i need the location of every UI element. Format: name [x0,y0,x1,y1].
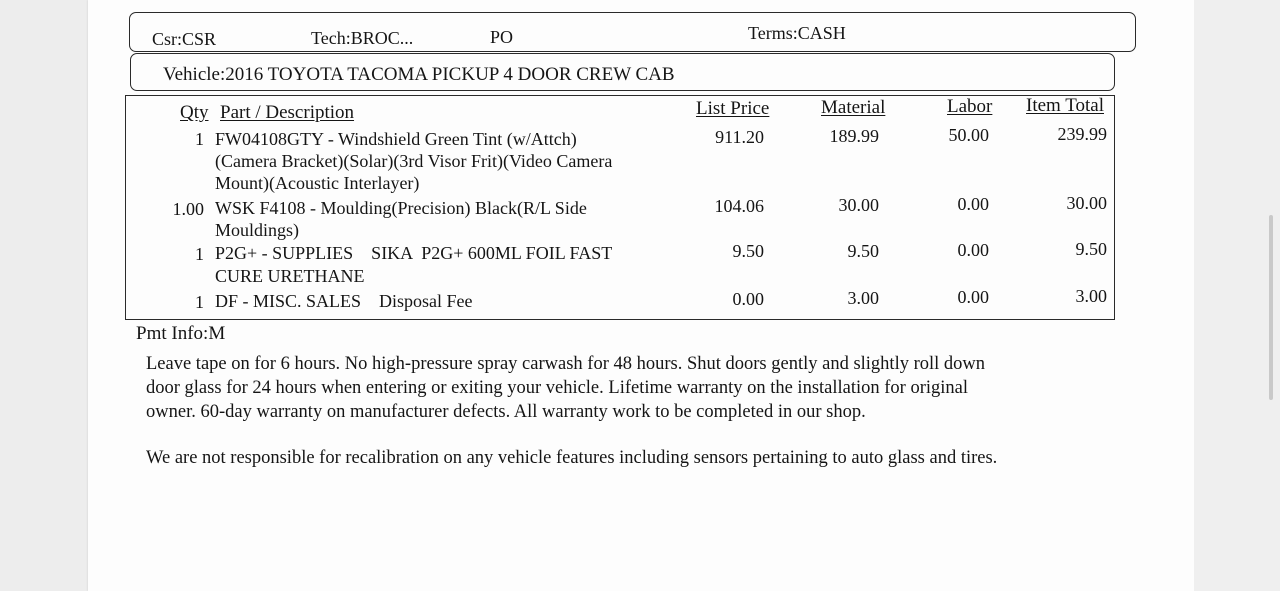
terms-value: CASH [797,23,846,43]
row-labor: 0.00 [957,240,989,260]
row-item-total: 9.50 [1075,239,1107,259]
col-labor-header: Labor [947,96,993,117]
row-desc-line: Mouldings) [215,220,300,240]
row-desc-line: P2G+ - SUPPLIES SIKA P2G+ 600ML FOIL FAST [215,243,613,263]
po-label: PO [490,27,514,47]
row-list-price: 9.50 [732,241,764,261]
col-list-price-header: List Price [696,98,770,119]
terms-field [748,22,846,44]
row-qty: 1 [195,129,204,149]
row-material: 30.00 [838,195,879,215]
vehicle-field [163,64,675,86]
row-material: 189.99 [829,126,879,146]
row-item-total: 3.00 [1075,286,1107,306]
row-labor: 0.00 [957,194,989,214]
csr-value: CSR [182,29,217,49]
row-desc-line: CURE URETHANE [215,266,365,286]
vehicle-label: Vehicle: [163,64,226,85]
csr-label: Csr: [152,29,183,49]
row-item-total: 239.99 [1057,124,1107,144]
tech-value: BROC... [350,28,414,48]
note-line: Leave tape on for 6 hours. No high-pressure spray carwash for 48 hours. Shut doors gently and slightly roll down [146,354,986,374]
viewer-background [1194,0,1280,591]
row-qty: 1.00 [172,199,204,219]
vehicle-value: 2016 TOYOTA TACOMA PICKUP 4 DOOR CREW CAB [225,64,675,85]
header-box [129,12,1136,52]
row-desc-line: DF - MISC. SALES Disposal Fee [215,291,473,311]
row-qty: 1 [195,292,204,312]
payment-value: M [208,323,226,344]
row-desc-line: WSK F4108 - Moulding(Precision) Black(R/L Side [215,198,587,218]
col-material-header: Material [821,97,886,118]
row-item-total: 30.00 [1066,193,1107,213]
scrollbar[interactable] [1269,215,1273,400]
disclaimer-text: We are not responsible for recalibration on any vehicle features including sensors pertaining to auto glass and tires. [146,448,998,468]
col-item-total-header: Item Total [1026,95,1104,116]
row-list-price: 911.20 [715,127,764,147]
note-line: door glass for 24 hours when entering or exiting your vehicle. Lifetime warranty on the installation for original [146,378,969,398]
col-part-header: Part / Description [220,102,355,123]
row-material: 3.00 [847,288,879,308]
row-labor: 50.00 [948,125,989,145]
tech-label: Tech: [311,28,351,48]
note-line: owner. 60-day warranty on manufacturer defects. All warranty work to be completed in our shop. [146,402,866,422]
csr-field [152,28,216,50]
row-desc-line: FW04108GTY - Windshield Green Tint (w/Attch) [215,129,577,149]
row-qty: 1 [195,244,204,264]
row-labor: 0.00 [957,287,989,307]
terms-label: Terms: [748,23,798,43]
row-list-price: 0.00 [732,289,764,309]
row-material: 9.50 [847,241,879,261]
payment-label: Pmt Info: [136,323,209,344]
col-qty-header: Qty [180,102,209,123]
tech-field [311,27,413,49]
row-list-price: 104.06 [714,196,764,216]
row-desc-line: Mount)(Acoustic Interlayer) [215,173,420,193]
payment-info [136,323,225,345]
row-desc-line: (Camera Bracket)(Solar)(3rd Visor Frit)(Video Camera [215,151,613,171]
